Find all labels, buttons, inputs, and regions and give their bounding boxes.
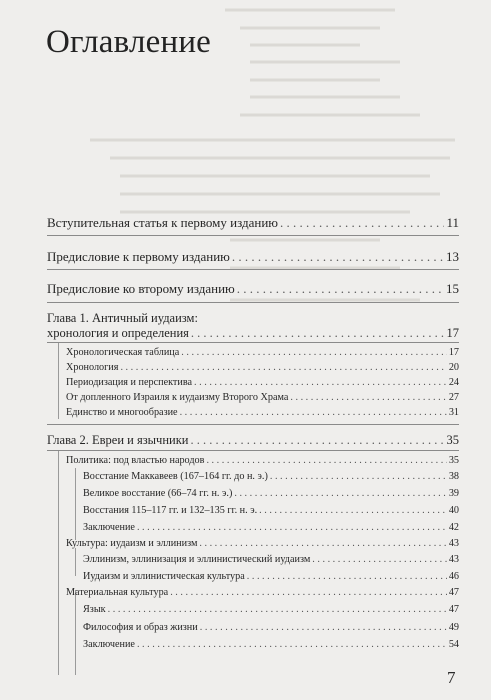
- divider: [47, 342, 459, 343]
- toc-subsection[interactable]: [83, 522, 459, 533]
- toc-section[interactable]: [66, 587, 459, 598]
- dot-leader: [232, 249, 444, 265]
- toc-subsection-page: 42: [448, 522, 459, 533]
- toc-subsection[interactable]: [83, 604, 459, 615]
- dot-leader: [312, 554, 447, 565]
- dot-leader: [181, 347, 447, 358]
- toc-subsection-page: 49: [448, 622, 459, 633]
- toc-section[interactable]: [66, 392, 459, 403]
- dot-leader: [206, 455, 446, 466]
- toc-entry[interactable]: [47, 215, 459, 231]
- dot-leader: [270, 471, 447, 482]
- toc-subsection-label: Эллинизм, эллинизация и эллинистический иудаизм: [83, 554, 311, 565]
- toc-subsection-label: Заключение: [83, 522, 135, 533]
- toc-section[interactable]: [66, 347, 459, 358]
- page-number: 7: [447, 668, 456, 687]
- toc-subsection[interactable]: [83, 554, 459, 565]
- dot-leader: [199, 538, 446, 549]
- subsection-rule: [75, 548, 76, 576]
- toc-entry[interactable]: [47, 281, 459, 297]
- subsection-rule: [75, 468, 76, 540]
- toc-subsection[interactable]: [83, 622, 459, 633]
- chapter-2-title: Глава 2. Евреи и язычники: [47, 433, 189, 447]
- chapter-1-entry[interactable]: [47, 326, 459, 341]
- dot-leader: [108, 604, 447, 615]
- toc-subsection-label: Иудаизм и эллинистическая культура: [83, 571, 245, 582]
- toc-subsection-page: 39: [448, 488, 459, 499]
- toc-section-label: Хронология: [66, 362, 119, 373]
- toc-subsection-label: Восстание Маккавеев (167–164 гг. до н. э.): [83, 471, 268, 482]
- chapter-1-title-line1: Глава 1. Античный иудаизм:: [47, 311, 198, 325]
- toc-section[interactable]: [66, 407, 459, 418]
- toc-section-label: Культура: иудаизм и эллинизм: [66, 538, 198, 549]
- toc-subsection[interactable]: [83, 488, 459, 499]
- dot-leader: [191, 326, 445, 341]
- dot-leader: [120, 362, 446, 373]
- chapter-1-page: 17: [446, 326, 459, 340]
- toc-entry-label: Вступительная статья к первому изданию: [47, 215, 279, 230]
- toc-section[interactable]: [66, 362, 459, 373]
- divider: [47, 450, 459, 451]
- toc-section[interactable]: [66, 538, 459, 549]
- section-rule: [58, 343, 59, 419]
- chapter-2-entry[interactable]: [47, 433, 459, 448]
- toc-entry-page: 13: [446, 249, 459, 264]
- chapter-2-page: 35: [446, 433, 459, 447]
- dot-leader: [259, 505, 447, 516]
- dot-leader: [200, 622, 447, 633]
- toc-subsection-page: 38: [448, 471, 459, 482]
- toc-section-page: 43: [448, 538, 459, 549]
- toc-subsection-page: 54: [448, 639, 459, 650]
- divider: [47, 269, 459, 270]
- toc-section-label: Материальная культура: [66, 587, 169, 598]
- toc-subsection-label: Философия и образ жизни: [83, 622, 198, 633]
- dot-leader: [137, 639, 447, 650]
- toc-section-page: 35: [448, 455, 459, 466]
- dot-leader: [180, 407, 447, 418]
- divider: [47, 424, 459, 425]
- divider: [47, 235, 459, 236]
- toc-subsection-label: Восстания 115–117 гг. и 132–135 гг. н. э.: [83, 505, 258, 516]
- toc-entry-label: Предисловие ко второму изданию: [47, 281, 235, 296]
- dot-leader: [290, 392, 446, 403]
- dot-leader: [280, 215, 444, 231]
- dot-leader: [234, 488, 446, 499]
- toc-subsection[interactable]: [83, 505, 459, 516]
- toc-section-page: 24: [448, 377, 459, 388]
- page-title: Оглавление: [46, 24, 212, 60]
- toc-entry-page: 11: [446, 215, 459, 230]
- toc-section-label: Единство и многообразие: [66, 407, 178, 418]
- toc-section-page: 20: [448, 362, 459, 373]
- toc-section-page: 17: [448, 347, 459, 358]
- chapter-1-title-line2: хронология и определения: [47, 326, 189, 340]
- toc-subsection-label: Великое восстание (66–74 гг. н. э.): [83, 488, 233, 499]
- toc-section-page: 27: [448, 392, 459, 403]
- dot-leader: [137, 522, 447, 533]
- toc-subsection[interactable]: [83, 639, 459, 650]
- toc-section-page: 31: [448, 407, 459, 418]
- toc-subsection-page: 43: [448, 554, 459, 565]
- toc-subsection-label: Язык: [83, 604, 106, 615]
- dot-leader: [237, 281, 444, 297]
- toc-subsection-page: 47: [448, 604, 459, 615]
- dot-leader: [194, 377, 447, 388]
- toc-entry[interactable]: [47, 249, 459, 265]
- toc-section-page: 47: [448, 587, 459, 598]
- section-rule: [58, 451, 59, 675]
- toc-section-label: Хронологическая таблица: [66, 347, 180, 358]
- divider: [47, 302, 459, 303]
- toc-entry-page: 15: [446, 281, 459, 296]
- subsection-rule: [75, 590, 76, 675]
- toc-section-label: От допленного Израиля к иудаизму Второго Храма: [66, 392, 289, 403]
- toc-subsection[interactable]: [83, 471, 459, 482]
- toc-subsection[interactable]: [83, 571, 459, 582]
- toc-section-label: Политика: под властью народов: [66, 455, 205, 466]
- toc-subsection-page: 46: [448, 571, 459, 582]
- toc-section-label: Периодизация и перспектива: [66, 377, 193, 388]
- toc-entry-label: Предисловие к первому изданию: [47, 249, 230, 264]
- toc-subsection-label: Заключение: [83, 639, 135, 650]
- toc-subsection-page: 40: [448, 505, 459, 516]
- dot-leader: [170, 587, 447, 598]
- toc-section[interactable]: [66, 377, 459, 388]
- dot-leader: [190, 433, 444, 448]
- dot-leader: [247, 571, 447, 582]
- toc-section[interactable]: [66, 455, 459, 466]
